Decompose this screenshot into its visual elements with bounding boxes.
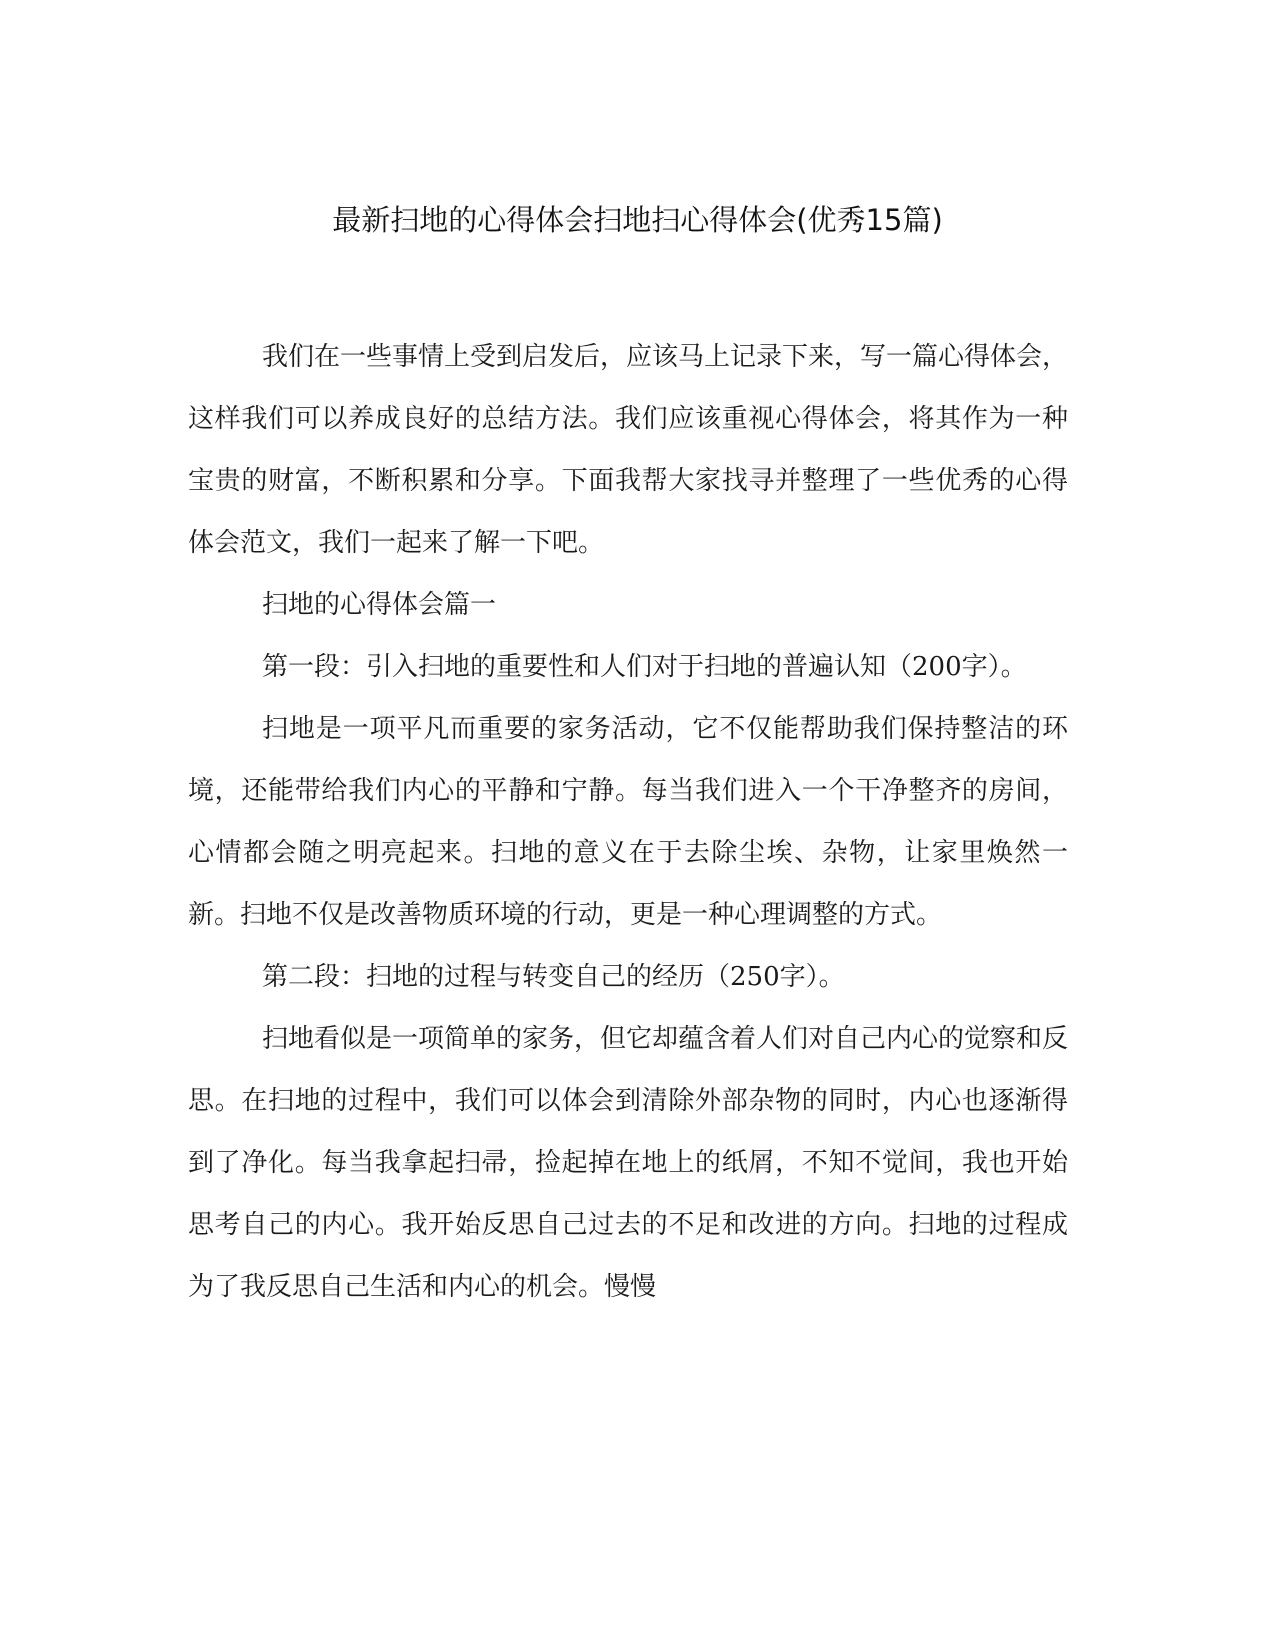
body-paragraph: 扫地是一项平凡而重要的家务活动，它不仅能帮助我们保持整洁的环境，还能带给我们内心的平静和宁静。每当我们进入一个干净整齐的房间，心情都会随之明亮起来。扫地的意义在于去除尘埃、杂物，让家里焕然一新。扫地不仅是改善物质环境的行动，更是一种心理调整的方式。 <box>188 714 1068 930</box>
body-paragraph: 扫地看似是一项简单的家务，但它却蕴含着人们对自己内心的觉察和反思。在扫地的过程中，我们可以体会到清除外部杂物的同时，内心也逐渐得到了净化。每当我拿起扫帚，捡起掉在地上的纸屑，不知不觉间，我也开始思考自己的内心。我开始反思自己过去的不足和改进的方向。扫地的过程成为了我反思自己生活和内心的机会。慢慢 <box>188 1024 1069 1302</box>
section-heading-part-one: 扫地的心得体会篇一 <box>262 590 497 620</box>
intro-paragraph: 我们在一些事情上受到启发后，应该马上记录下来，写一篇心得体会，这样我们可以养成良好的总结方法。我们应该重视心得体会，将其作为一种宝贵的财富，不断积累和分享。下面我帮大家找寻并整理了一些优秀的心得体会范文，我们一起来了解一下吧。 <box>188 342 1069 558</box>
subheading-paragraph-two: 第二段：扫地的过程与转变自己的经历（250字）。 <box>262 962 845 992</box>
subheading-paragraph-one: 第一段：引入扫地的重要性和人们对于扫地的普遍认知（200字）。 <box>262 652 1027 682</box>
document-title: 最新扫地的心得体会扫地扫心得体会(优秀15篇) <box>332 203 943 237</box>
document-body <box>188 326 1068 1318</box>
